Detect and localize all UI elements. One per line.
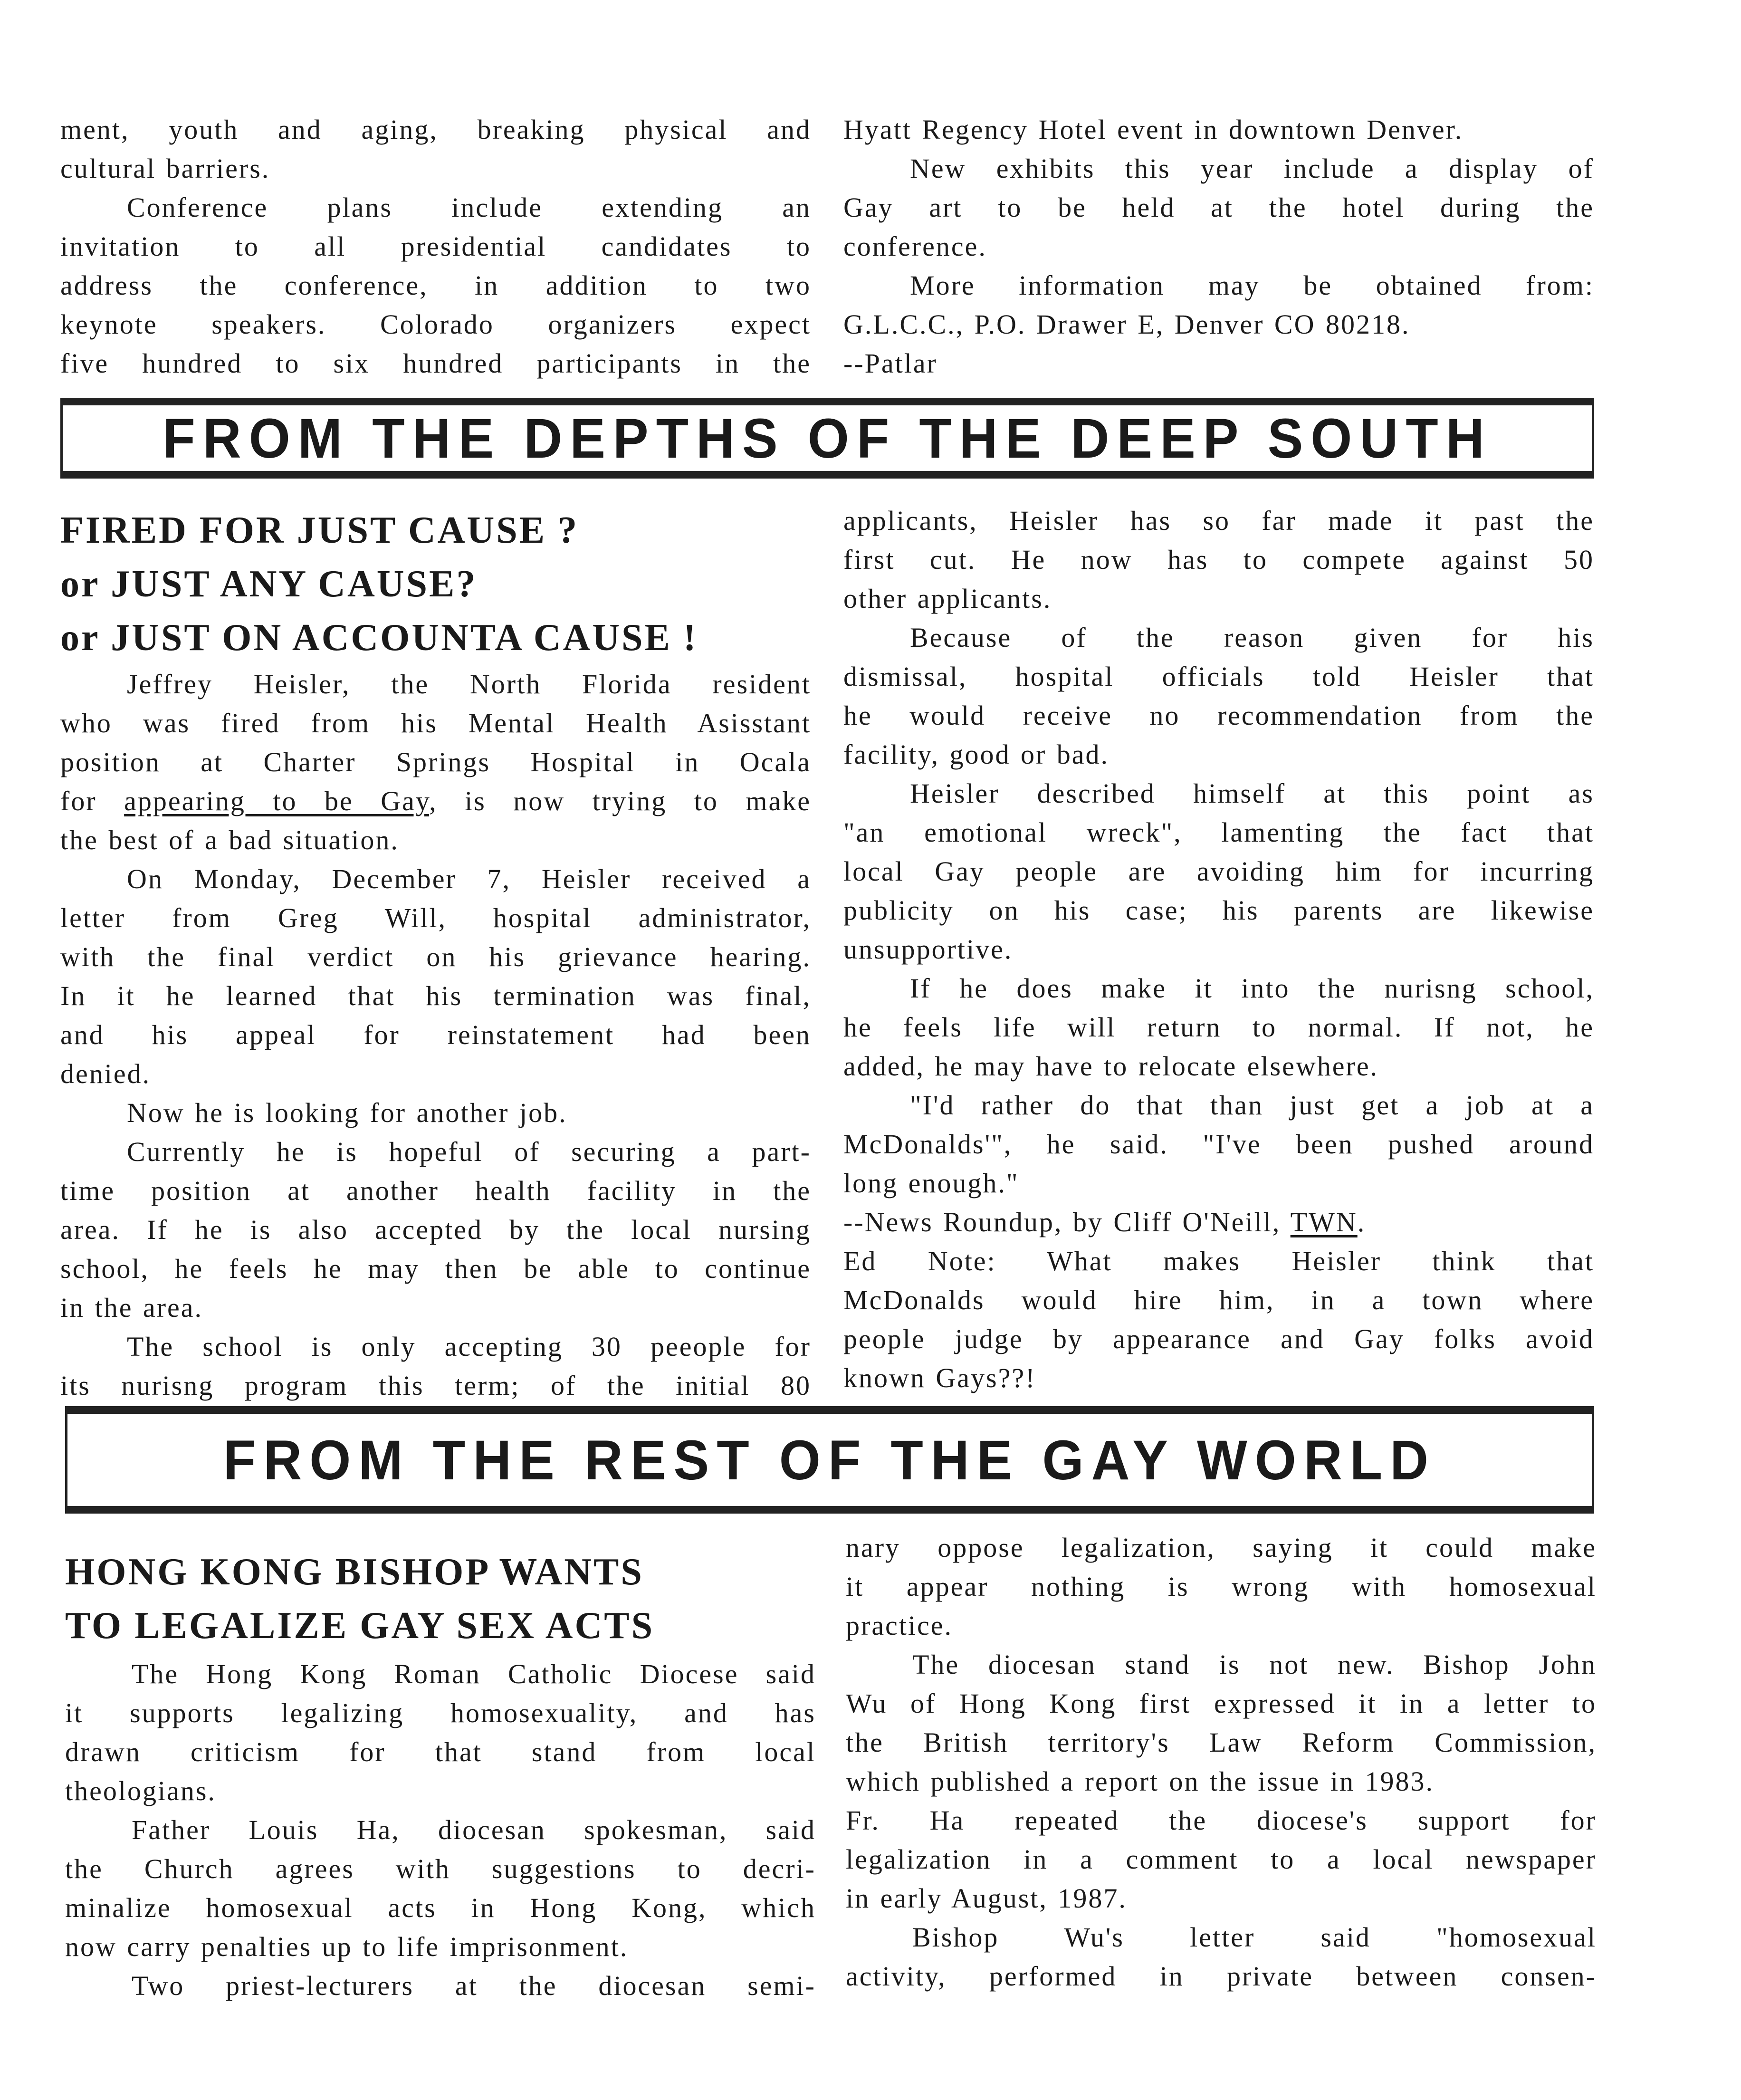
text-line: New exhibits this year include a display of <box>910 153 1594 184</box>
text-line: Jeffrey Heisler, the North Florida resident <box>127 669 811 700</box>
text-line: In it he learned that his termination was final, <box>60 980 811 1011</box>
text-line: people judge by appearance and Gay folks avoid <box>843 1323 1594 1354</box>
text-line: which published a report on the issue in 1983. <box>846 1766 1434 1797</box>
text-line: applicants, Heisler has so far made it past the <box>843 505 1594 536</box>
text-line: the Church agrees with suggestions to decri- <box>65 1853 816 1884</box>
text-line: its nurisng program this term; of the initial 80 <box>60 1370 811 1401</box>
underlined-text: TWN <box>1290 1207 1358 1237</box>
text-line: local Gay people are avoiding him for incurring <box>843 856 1594 887</box>
text-line: now carry penalties up to life imprisonment. <box>65 1931 629 1962</box>
text-line: position at Charter Springs Hospital in Ocala <box>60 747 811 777</box>
text-line: and his appeal for reinstatement had been <box>60 1019 811 1050</box>
text-line: school, he feels he may then be able to continue <box>60 1253 811 1284</box>
text-line: More information may be obtained from: <box>910 270 1594 301</box>
text-line: in the area. <box>60 1292 203 1323</box>
text-line: long enough." <box>843 1168 1019 1199</box>
text-line: he feels life will return to normal. If not, he <box>843 1012 1594 1043</box>
text-line: Because of the reason given for his <box>910 622 1594 653</box>
text-line: G.L.C.C., P.O. Drawer E, Denver CO 80218. <box>843 309 1410 340</box>
text-line: the best of a bad situation. <box>60 825 399 855</box>
text-line: Heisler described himself at this point as <box>910 778 1594 809</box>
text-line: Wu of Hong Kong first expressed it in a letter to <box>846 1688 1597 1719</box>
text-line: Two priest-lecturers at the diocesan semi- <box>132 1970 816 2001</box>
text-line: minalize homosexual acts in Hong Kong, which <box>65 1892 816 1923</box>
text-line: On Monday, December 7, Heisler received a <box>127 863 811 894</box>
text-line: five hundred to six hundred participants in the <box>60 348 811 379</box>
text-line: The school is only accepting 30 peeople for <box>127 1331 811 1362</box>
text-line: invitation to all presidential candidates to <box>60 231 811 262</box>
text-line: the British territory's Law Reform Commission, <box>846 1727 1597 1758</box>
text-line: Currently he is hopeful of securing a part- <box>127 1136 811 1167</box>
headline-line-2: TO LEGALIZE GAY SEX ACTS <box>65 1605 655 1647</box>
text-line <box>60 782 811 821</box>
text-line: The Hong Kong Roman Catholic Diocese said <box>132 1659 816 1689</box>
text-line: area. If he is also accepted by the local nursing <box>60 1214 811 1245</box>
text-line: The diocesan stand is not new. Bishop John <box>912 1649 1597 1680</box>
headline-line-1: FIRED FOR JUST CAUSE ? <box>60 509 579 551</box>
text-segment: --News Roundup, by Cliff O'Neill, <box>843 1207 1291 1237</box>
text-line: time position at another health facility in the <box>60 1175 811 1206</box>
text-line: practice. <box>846 1610 953 1641</box>
underlined-text: appearing to be Gay <box>124 786 430 816</box>
text-line: If he does make it into the nurisng school, <box>910 973 1594 1004</box>
text-line: letter from Greg Will, hospital administrator, <box>60 902 811 933</box>
section-banner-gay-world <box>65 1406 1594 1514</box>
text-line: Conference plans include extending an <box>127 192 811 223</box>
text-line: Now he is looking for another job. <box>127 1097 567 1128</box>
text-line: denied. <box>60 1058 151 1089</box>
text-line: "I'd rather do that than just get a job at a <box>910 1090 1594 1121</box>
text-line <box>843 1203 1594 1242</box>
section-banner-deep-south <box>60 398 1594 479</box>
text-line: other applicants. <box>843 583 1052 614</box>
text-line: --Patlar <box>843 348 937 379</box>
text-line: who was fired from his Mental Health Asisstant <box>60 708 811 738</box>
text-line: conference. <box>843 231 987 262</box>
text-line: Fr. Ha repeated the diocese's support for <box>846 1805 1597 1836</box>
text-line: activity, performed in private between consen- <box>846 1961 1597 1992</box>
text-segment: . <box>1357 1207 1366 1237</box>
text-line: keynote speakers. Colorado organizers expect <box>60 309 811 340</box>
text-line: unsupportive. <box>843 934 1013 965</box>
text-line: Father Louis Ha, diocesan spokesman, said <box>132 1814 816 1845</box>
text-line: Gay art to be held at the hotel during the <box>843 192 1594 223</box>
text-line: theologians. <box>65 1775 216 1806</box>
text-line: cultural barriers. <box>60 153 270 184</box>
text-line: drawn criticism for that stand from local <box>65 1736 816 1767</box>
text-line: McDonalds'", he said. "I've been pushed around <box>843 1129 1594 1160</box>
text-line: ment, youth and aging, breaking physical and <box>60 114 811 145</box>
text-line: nary oppose legalization, saying it could make <box>846 1532 1597 1563</box>
text-line: added, he may have to relocate elsewhere. <box>843 1051 1379 1082</box>
text-line: Hyatt Regency Hotel event in downtown Denver. <box>843 114 1464 145</box>
text-segment: for <box>60 786 124 816</box>
text-line: McDonalds would hire him, in a town where <box>843 1285 1594 1315</box>
text-line: first cut. He now has to compete against 50 <box>843 544 1594 575</box>
text-line: publicity on his case; his parents are likewise <box>843 895 1594 926</box>
section-banner-title: FROM THE REST OF THE GAY WORLD <box>223 1429 1436 1491</box>
text-line: "an emotional wreck", lamenting the fact that <box>843 817 1594 848</box>
text-line: it supports legalizing homosexuality, and has <box>65 1697 816 1728</box>
section-banner-title: FROM THE DEPTHS OF THE DEEP SOUTH <box>163 407 1492 470</box>
headline-line-3: or JUST ON ACCOUNTA CAUSE ! <box>60 617 698 659</box>
text-segment: , is now trying to make <box>429 786 811 816</box>
text-line: known Gays??! <box>843 1362 1036 1393</box>
text-line: with the final verdict on his grievance hearing. <box>60 941 811 972</box>
text-line: he would receive no recommendation from the <box>843 700 1594 731</box>
headline-line-2: or JUST ANY CAUSE? <box>60 563 478 605</box>
text-line: in early August, 1987. <box>846 1883 1127 1914</box>
text-line: dismissal, hospital officials told Heisler that <box>843 661 1594 692</box>
headline-line-1: HONG KONG BISHOP WANTS <box>65 1551 644 1593</box>
text-line: it appear nothing is wrong with homosexual <box>846 1571 1597 1602</box>
text-line: legalization in a comment to a local newspaper <box>846 1844 1597 1875</box>
text-line: Bishop Wu's letter said "homosexual <box>912 1922 1597 1953</box>
text-line: address the conference, in addition to two <box>60 270 811 301</box>
text-line: Ed Note: What makes Heisler think that <box>843 1246 1594 1276</box>
text-line: facility, good or bad. <box>843 739 1110 770</box>
